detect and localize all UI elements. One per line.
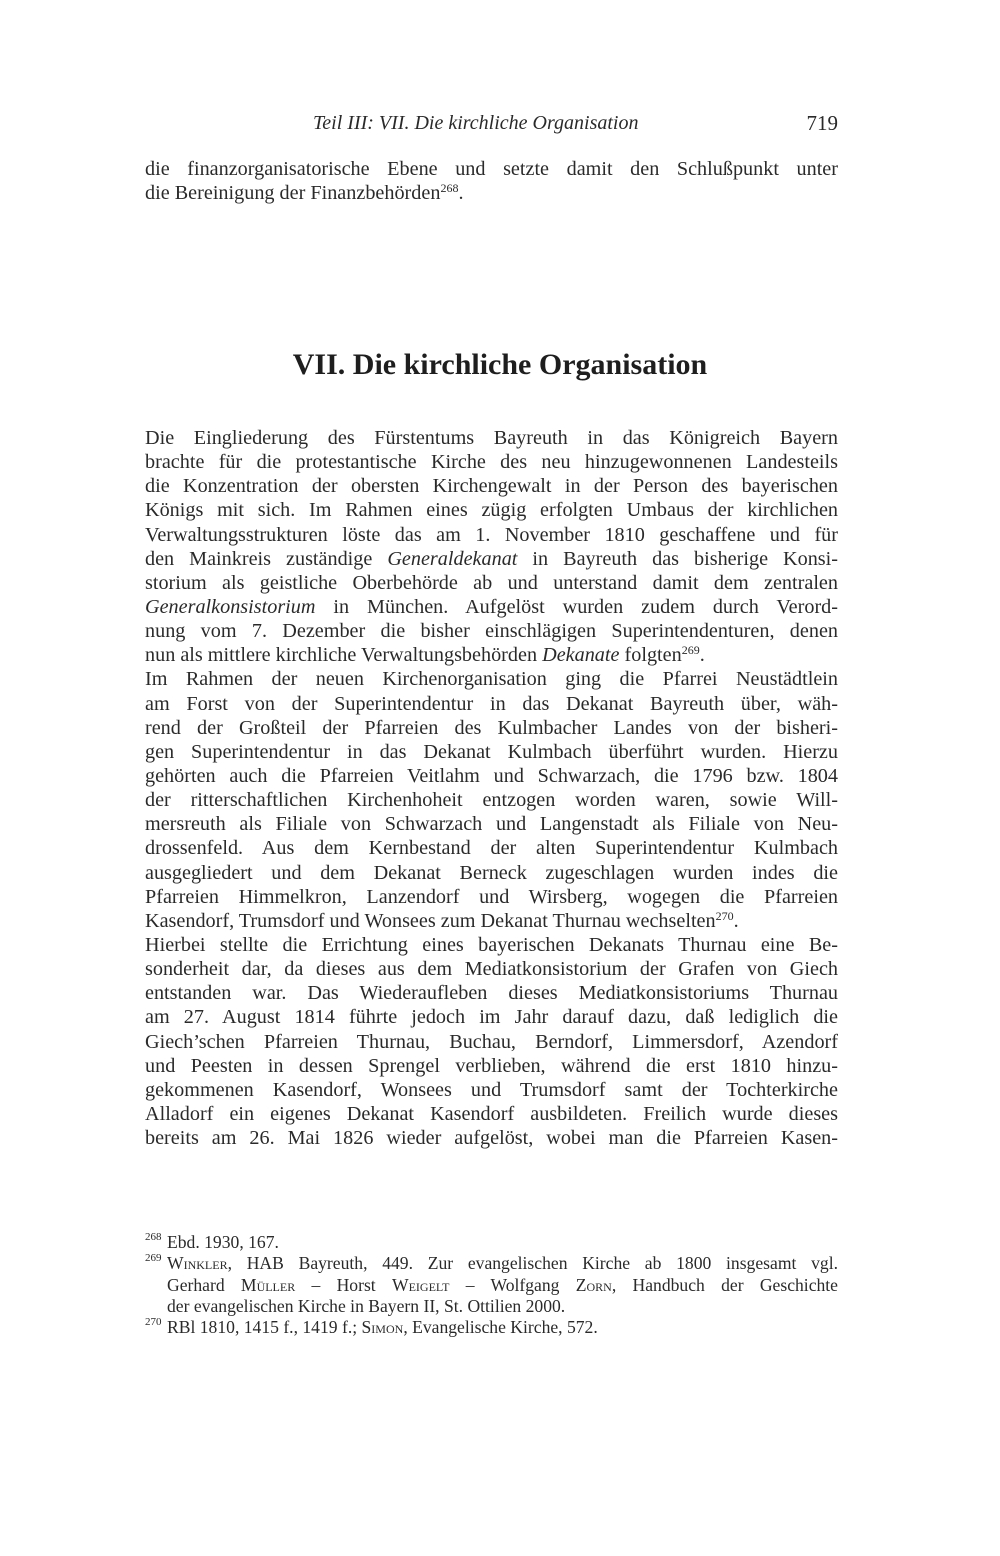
text-line: brachte für die protestantische Kirche des neu hinzugewonnenen Landesteils [145, 451, 838, 474]
text-run: Gerhard [167, 1274, 241, 1295]
text-line: rend der Großteil der Pfarreien des Kulmbacher Landes von der bisheri- [145, 716, 838, 739]
text-line: storium als geistliche Oberbehörde ab und unterstand damit dem zentralen [145, 571, 838, 594]
body-text [145, 426, 838, 1150]
text-run: den Mainkreis zuständige [145, 547, 388, 570]
section-heading: VII. Die kirchliche Organisation [292, 348, 708, 381]
italic-term: Generaldekanat [387, 547, 518, 570]
footnote-line [167, 1317, 838, 1338]
author-name: Winkler [167, 1253, 228, 1274]
text-line [145, 181, 838, 205]
footnote-number: 268 [145, 1231, 162, 1243]
text-run: . [699, 644, 705, 667]
text-run: nun als mittlere kirchliche Verwaltungsbehörden [145, 644, 543, 667]
text-line: nung vom 7. Dezember die bisher einschlägigen Superintendenturen, denen [145, 620, 838, 643]
text-line: Verwaltungsstrukturen löste das am 1. November 1810 geschaffene und für [145, 523, 838, 546]
text-run: RBl 1810, 1415 f., 1419 f.; [167, 1317, 362, 1338]
text-line: am Forst von der Superintendentur in das Dekanat Bayreuth über, wäh- [145, 692, 838, 715]
text-line: bereits am 26. Mai 1826 wieder aufgelöst, wobei man die Pfarreien Kasen- [145, 1127, 838, 1150]
text-run: Kasendorf, Trumsdorf und Wonsees zum Dekanat Thurnau wechselten [145, 909, 716, 932]
text-line: Pfarreien Himmelkron, Lanzendorf und Wirsberg, wogegen die Pfarreien [145, 885, 838, 908]
author-name: Simon [361, 1317, 404, 1338]
page-number: 719 [806, 111, 838, 135]
footnote-269 [145, 1253, 838, 1317]
text-run: in Bayreuth das bisherige Konsi- [517, 547, 838, 570]
footnote-line: Ebd. 1930, 167. [167, 1232, 279, 1252]
text-run: – Horst [295, 1274, 392, 1295]
footnote-line: der evangelischen Kirche in Bayern II, St. Ottilien 2000. [167, 1295, 566, 1316]
text-line: am 27. August 1814 führte jedoch im Jahr darauf dazu, daß lediglich die [145, 1006, 838, 1029]
footnote-line [167, 1253, 838, 1274]
text-line: und Peesten in dessen Sprengel verblieben, während die erst 1810 hinzu- [145, 1054, 838, 1077]
running-head [145, 108, 838, 138]
text-line: gen Superintendentur in das Dekanat Kulmbach überführt wurden. Hierzu [145, 740, 838, 763]
text-line: Im Rahmen der neuen Kirchenorganisation ging die Pfarrei Neustädtlein [145, 668, 838, 691]
carryover-paragraph [145, 157, 838, 205]
text-run: in München. Aufgelöst wurden zudem durch Verord- [315, 595, 838, 618]
text-line: drossenfeld. Aus dem Kernbestand der alten Superintendentur Kulmbach [145, 837, 838, 860]
author-name: Weigelt [391, 1274, 450, 1295]
text-run: . [458, 182, 464, 205]
footnote-ref-270[interactable]: 270 [715, 908, 734, 923]
text-line: die finanzorganisatorische Ebene und setzte damit den Schlußpunkt unter [145, 158, 838, 180]
italic-term: Dekanate [542, 644, 620, 667]
text-line [145, 643, 838, 667]
text-line [145, 909, 838, 933]
footnotes [145, 1232, 838, 1338]
text-run: , HAB Bayreuth, 449. Zur evangelischen Kirche ab 1800 insgesamt vgl. [227, 1253, 838, 1274]
text-line [145, 547, 838, 571]
text-line: der ritterschaftlichen Kirchenhoheit entzogen worden waren, sowie Will- [145, 789, 838, 812]
text-line: Die Eingliederung des Fürstentums Bayreuth in das Königreich Bayern [145, 427, 838, 449]
text-line: Königs mit sich. Im Rahmen eines zügig erfolgten Umbaus der kirchlichen [145, 499, 838, 522]
text-run: die Bereinigung der Finanzbehörden [145, 182, 441, 205]
footnote-number: 269 [145, 1252, 162, 1265]
footnote-line [167, 1275, 838, 1296]
text-line: Giech’schen Pfarreien Thurnau, Buchau, Berndorf, Limmersdorf, Azendorf [145, 1030, 838, 1053]
italic-term: Generalkonsistorium [145, 595, 316, 618]
text-line: mersreuth als Filiale von Schwarzach und Langenstadt als Filiale von Neu- [145, 813, 838, 836]
text-run: folgten [619, 644, 682, 667]
text-line: ausgegliedert und dem Dekanat Berneck zugeschlagen wurden indes die [145, 861, 838, 884]
text-line: die Konzentration der obersten Kirchengewalt in der Person des bayerischen [145, 475, 838, 498]
running-title: Teil III: VII. Die kirchliche Organisation [313, 112, 639, 134]
author-name: Müller [240, 1274, 296, 1295]
text-run: , Handbuch der Geschichte [611, 1274, 838, 1295]
text-line: gekommenen Kasendorf, Wonsees und Trumsdorf samt der Tochterkirche [145, 1078, 838, 1101]
footnote-268 [145, 1232, 838, 1253]
text-run: – Wolfgang [449, 1274, 576, 1295]
text-line: gehörten auch die Pfarreien Veitlahm und Schwarzach, die 1796 bzw. 1804 [145, 764, 838, 787]
text-run: . [733, 909, 739, 932]
text-line: Alladorf ein eigenes Dekanat Kasendorf ausbildeten. Freilich wurde dieses [145, 1102, 838, 1125]
footnote-270 [145, 1317, 838, 1338]
footnote-ref-268[interactable]: 268 [440, 181, 459, 196]
text-line: sonderheit dar, da dieses aus dem Mediatkonsistorium der Grafen von Giech [145, 958, 838, 981]
text-line [145, 595, 838, 619]
text-line: Hierbei stellte die Errichtung eines bayerischen Dekanats Thurnau eine Be- [145, 933, 838, 956]
text-run: , Evangelische Kirche, 572. [403, 1317, 598, 1338]
footnote-number: 270 [145, 1316, 162, 1329]
text-line: entstanden war. Das Wiederaufleben dieses Mediatkonsistoriums Thurnau [145, 982, 838, 1005]
footnote-ref-269[interactable]: 269 [681, 643, 700, 658]
author-name: Zorn [575, 1274, 612, 1295]
